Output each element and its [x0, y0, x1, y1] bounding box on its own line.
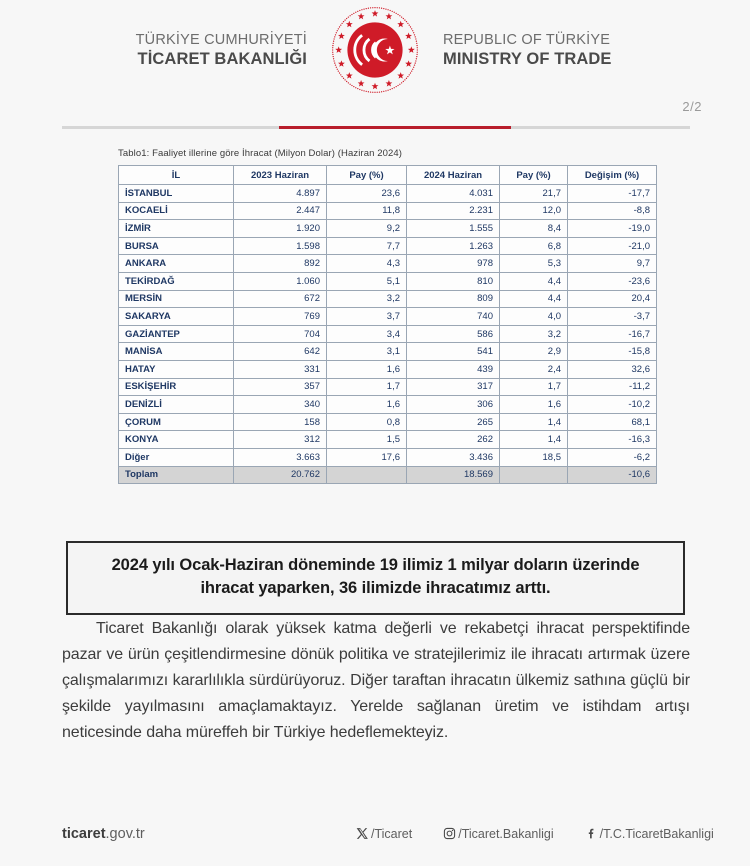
table-row: [119, 396, 657, 414]
cell-share-2023: 1,7: [327, 378, 407, 396]
cell-province: ÇORUM: [119, 413, 234, 431]
table-row: [119, 448, 657, 466]
export-by-province-table: [118, 165, 657, 484]
footer-website-rest: .gov.tr: [105, 826, 145, 842]
brand-turkish-line1: TÜRKİYE CUMHURİYETİ: [135, 31, 307, 48]
cell-province: KOCAELİ: [119, 202, 234, 220]
cell-share-2024: 4,0: [500, 308, 568, 326]
column-header-share-2024: Pay (%): [500, 166, 568, 185]
table-total-row: [119, 466, 657, 484]
highlight-callout-box: [66, 541, 685, 615]
footer-website-bold: ticaret: [62, 826, 106, 842]
table-row: [119, 202, 657, 220]
brand-turkish-line2: TİCARET BAKANLIĞI: [137, 49, 307, 68]
footer-social-handle: /Ticaret.Bakanligi: [458, 826, 554, 841]
table-row: [119, 325, 657, 343]
table-row: [119, 431, 657, 449]
cell-value-2024: 262: [407, 431, 500, 449]
cell-share-2023: 11,8: [327, 202, 407, 220]
cell-change: -10,6: [568, 466, 657, 484]
cell-share-2023: 3,7: [327, 308, 407, 326]
cell-value-2023: 704: [234, 325, 327, 343]
brand-english-line2: MINISTRY OF TRADE: [443, 49, 612, 68]
cell-province: DENİZLİ: [119, 396, 234, 414]
cell-change: 20,4: [568, 290, 657, 308]
cell-share-2023: 3,4: [327, 325, 407, 343]
cell-share-2023: 4,3: [327, 255, 407, 273]
cell-share-2023: 23,6: [327, 185, 407, 203]
cell-value-2023: 158: [234, 413, 327, 431]
header-divider-accent: [279, 126, 511, 129]
cell-change: -16,7: [568, 325, 657, 343]
cell-value-2023: 1.060: [234, 272, 327, 290]
cell-value-2024: 18.569: [407, 466, 500, 484]
cell-value-2024: 3.436: [407, 448, 500, 466]
cell-change: -15,8: [568, 343, 657, 361]
cell-value-2024: 265: [407, 413, 500, 431]
instagram-icon: [442, 826, 457, 841]
footer-social-handle: /T.C.TicaretBakanligi: [599, 826, 714, 841]
cell-value-2023: 357: [234, 378, 327, 396]
cell-share-2024: 1,4: [500, 413, 568, 431]
cell-share-2023: 0,8: [327, 413, 407, 431]
cell-province: TEKİRDAĞ: [119, 272, 234, 290]
cell-change: -23,6: [568, 272, 657, 290]
cell-share-2023: 7,7: [327, 237, 407, 255]
page-number: 2/2: [682, 99, 702, 114]
cell-change: -11,2: [568, 378, 657, 396]
cell-value-2024: 317: [407, 378, 500, 396]
cell-value-2024: 541: [407, 343, 500, 361]
cell-share-2023: 5,1: [327, 272, 407, 290]
cell-share-2023: 1,6: [327, 396, 407, 414]
cell-value-2023: 1.598: [234, 237, 327, 255]
cell-province: MANİSA: [119, 343, 234, 361]
cell-province: ANKARA: [119, 255, 234, 273]
cell-value-2023: 2.447: [234, 202, 327, 220]
turkish-ministry-emblem-icon: [329, 4, 421, 96]
cell-change: -16,3: [568, 431, 657, 449]
cell-province: ESKİŞEHİR: [119, 378, 234, 396]
cell-share-2024: 2,9: [500, 343, 568, 361]
cell-province: İZMİR: [119, 220, 234, 238]
footer-social-handle: /Ticaret: [371, 826, 413, 841]
cell-value-2023: 642: [234, 343, 327, 361]
cell-province: HATAY: [119, 360, 234, 378]
column-header-province: İL: [119, 166, 234, 185]
header-brand-row: [55, 4, 695, 96]
cell-province: KONYA: [119, 431, 234, 449]
cell-value-2023: 892: [234, 255, 327, 273]
cell-province: BURSA: [119, 237, 234, 255]
table-row: [119, 237, 657, 255]
cell-value-2023: 1.920: [234, 220, 327, 238]
cell-share-2023: 1,5: [327, 431, 407, 449]
cell-value-2023: 312: [234, 431, 327, 449]
table-row: [119, 272, 657, 290]
table-row: [119, 255, 657, 273]
cell-share-2024: 1,4: [500, 431, 568, 449]
table-row: [119, 360, 657, 378]
facebook-icon: [584, 826, 599, 841]
header-divider: [62, 126, 690, 129]
table-row: [119, 413, 657, 431]
cell-share-2024: 2,4: [500, 360, 568, 378]
table-row: [119, 185, 657, 203]
cell-value-2024: 586: [407, 325, 500, 343]
cell-value-2023: 769: [234, 308, 327, 326]
cell-share-2023: 3,2: [327, 290, 407, 308]
table-header-row: [119, 166, 657, 185]
cell-province: Diğer: [119, 448, 234, 466]
table-row: [119, 378, 657, 396]
cell-share-2023: 9,2: [327, 220, 407, 238]
cell-share-2023: 17,6: [327, 448, 407, 466]
cell-value-2023: 340: [234, 396, 327, 414]
cell-value-2024: 2.231: [407, 202, 500, 220]
body-paragraph: Ticaret Bakanlığı olarak yüksek katma değerli ve rekabetçi ihracat perspektifinde pazar ve ürün çeşitlendirmesine dönük politika ve stratejilerimiz ile ihracatı artırmak üzere çalışmalarımızı kararlılıkla sürdürüyoruz. Diğer taraftan ihracatın ülkemiz sathına güçlü bir şekilde yayılmasını amaçlamaktayız. Yerelde sağlanan üretim ve istihdam artışı neticesinde daha müreffeh bir Türkiye hedeflemekteyiz.: [62, 620, 690, 741]
cell-value-2023: 672: [234, 290, 327, 308]
export-table-block: [118, 148, 650, 484]
cell-province: İSTANBUL: [119, 185, 234, 203]
table-head: [119, 166, 657, 185]
cell-share-2024: 4,4: [500, 272, 568, 290]
cell-province: Toplam: [119, 466, 234, 484]
cell-share-2024: 1,7: [500, 378, 568, 396]
cell-share-2024: 3,2: [500, 325, 568, 343]
page-header: [0, 0, 750, 100]
column-header-value-2023: 2023 Haziran: [234, 166, 327, 185]
cell-share-2024: [500, 466, 568, 484]
footer-social-item[interactable]: [442, 826, 553, 841]
cell-share-2024: 12,0: [500, 202, 568, 220]
cell-share-2024: 18,5: [500, 448, 568, 466]
cell-share-2024: 6,8: [500, 237, 568, 255]
cell-value-2024: 740: [407, 308, 500, 326]
column-header-share-2023: Pay (%): [327, 166, 407, 185]
cell-value-2023: 3.663: [234, 448, 327, 466]
table-row: [119, 343, 657, 361]
table-body: [119, 185, 657, 484]
brand-english: [421, 31, 626, 70]
cell-province: GAZİANTEP: [119, 325, 234, 343]
cell-share-2023: 3,1: [327, 343, 407, 361]
cell-change: -3,7: [568, 308, 657, 326]
cell-change: -8,8: [568, 202, 657, 220]
cell-value-2024: 439: [407, 360, 500, 378]
cell-change: 32,6: [568, 360, 657, 378]
cell-value-2024: 4.031: [407, 185, 500, 203]
table-row: [119, 290, 657, 308]
cell-share-2024: 1,6: [500, 396, 568, 414]
cell-value-2024: 809: [407, 290, 500, 308]
cell-change: 9,7: [568, 255, 657, 273]
cell-change: -10,2: [568, 396, 657, 414]
cell-value-2023: 20.762: [234, 466, 327, 484]
cell-change: -6,2: [568, 448, 657, 466]
cell-value-2024: 810: [407, 272, 500, 290]
cell-value-2024: 978: [407, 255, 500, 273]
cell-change: -17,7: [568, 185, 657, 203]
cell-change: -19,0: [568, 220, 657, 238]
cell-value-2024: 306: [407, 396, 500, 414]
cell-share-2023: 1,6: [327, 360, 407, 378]
cell-share-2024: 21,7: [500, 185, 568, 203]
cell-value-2023: 4.897: [234, 185, 327, 203]
table-caption: Tablo1: Faaliyet illerine göre İhracat (Milyon Dolar) (Haziran 2024): [118, 148, 403, 159]
footer-social-item[interactable]: [355, 826, 412, 841]
table-row: [119, 308, 657, 326]
brand-english-line1: REPUBLIC OF TÜRKİYE: [443, 31, 611, 48]
footer-social-links: [355, 826, 714, 841]
cell-share-2023: [327, 466, 407, 484]
brand-turkish: [124, 31, 329, 70]
cell-change: 68,1: [568, 413, 657, 431]
cell-share-2024: 5,3: [500, 255, 568, 273]
footer-social-item[interactable]: [584, 826, 714, 841]
column-header-change: Değişim (%): [568, 166, 657, 185]
cell-share-2024: 4,4: [500, 290, 568, 308]
column-header-value-2024: 2024 Haziran: [407, 166, 500, 185]
cell-change: -21,0: [568, 237, 657, 255]
cell-value-2024: 1.263: [407, 237, 500, 255]
cell-province: SAKARYA: [119, 308, 234, 326]
cell-share-2024: 8,4: [500, 220, 568, 238]
x-twitter-icon: [355, 826, 370, 841]
cell-province: MERSİN: [119, 290, 234, 308]
page-footer: [0, 804, 750, 866]
cell-value-2024: 1.555: [407, 220, 500, 238]
footer-website[interactable]: [62, 826, 145, 842]
highlight-callout-text: 2024 yılı Ocak-Haziran döneminde 19 ilimiz 1 milyar doların üzerinde ihracat yaparken, 36 ilimizde ihracatımız arttı.: [111, 556, 640, 598]
table-row: [119, 220, 657, 238]
cell-value-2023: 331: [234, 360, 327, 378]
